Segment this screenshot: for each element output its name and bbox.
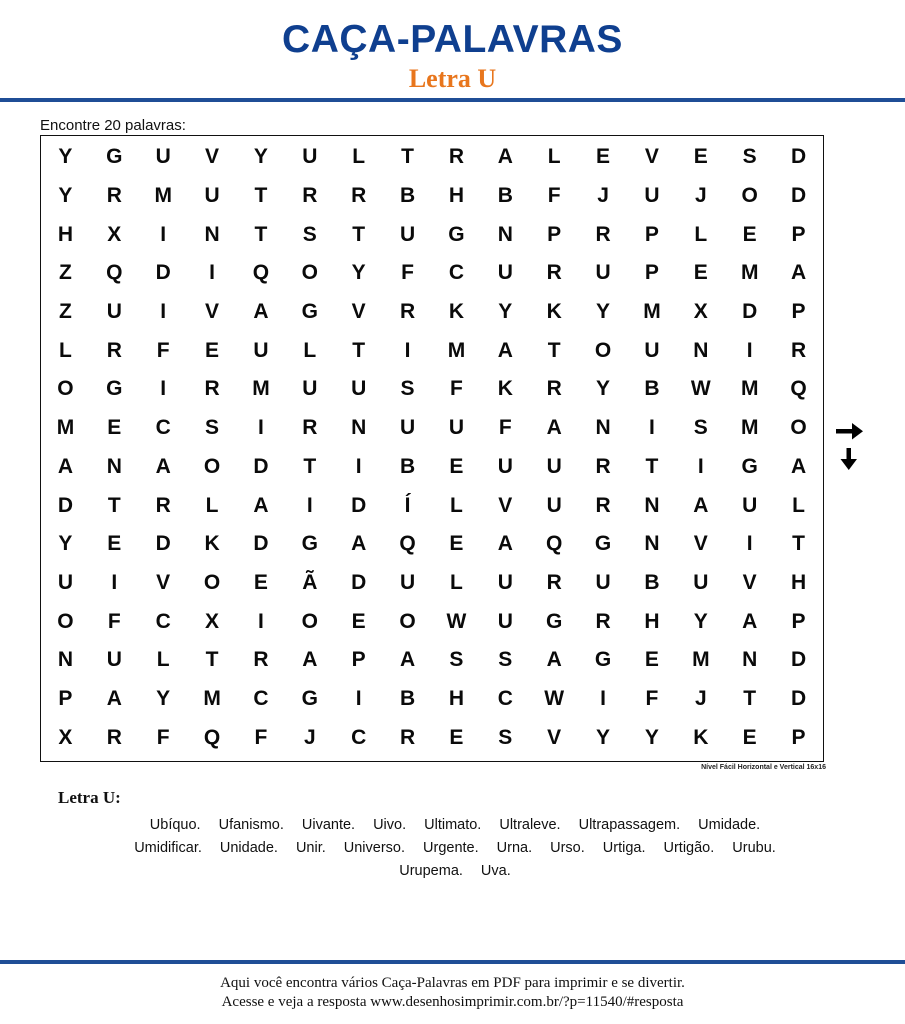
grid-cell: E xyxy=(742,725,757,749)
grid-cell: U xyxy=(106,648,122,672)
grid-cell: T xyxy=(401,145,414,169)
grid-cell: F xyxy=(498,416,512,440)
grid-cell: P xyxy=(644,222,659,246)
word-item: Unidade. xyxy=(219,840,278,856)
grid-cell: M xyxy=(447,338,466,362)
page-subtitle: Letra U xyxy=(408,64,497,93)
grid-cell: Q xyxy=(790,377,807,401)
grid-cell: G xyxy=(301,300,318,324)
grid-cell: Y xyxy=(498,300,513,324)
grid-cell: V xyxy=(205,145,220,169)
grid-cell: U xyxy=(351,377,367,401)
grid-cell: N xyxy=(595,416,611,440)
grid-cell: O xyxy=(301,261,318,285)
grid-cell: K xyxy=(546,300,562,324)
grid-cell: V xyxy=(498,493,513,517)
grid-cell: L xyxy=(450,493,463,517)
word-item: Urso. xyxy=(550,840,585,856)
grid-cell: R xyxy=(790,338,807,362)
grid-cell: D xyxy=(155,532,171,556)
grid-cell: Y xyxy=(644,725,659,749)
footer-line-2: Acesse e veja a resposta www.desenhosimprimir.com.br/?p=11540/#resposta xyxy=(221,994,684,1010)
grid-cell: U xyxy=(204,184,220,208)
grid-cell: L xyxy=(303,338,317,362)
grid-cell: B xyxy=(399,686,416,710)
grid-cell: A xyxy=(351,532,367,556)
word-list xyxy=(60,814,850,883)
grid-cell: G xyxy=(594,648,612,672)
grid-cell: M xyxy=(203,686,221,710)
grid-cell: A xyxy=(546,648,562,672)
grid-cell: D xyxy=(253,532,269,556)
grid-cell: U xyxy=(497,570,513,594)
grid-cell: L xyxy=(352,145,366,169)
grid-cell: E xyxy=(693,145,708,169)
grid-cell: I xyxy=(746,532,753,556)
word-item: Ufanismo. xyxy=(218,817,284,833)
grid-cell: C xyxy=(351,725,367,749)
grid-cell: Q xyxy=(106,261,123,285)
grid-cell: N xyxy=(351,416,367,440)
grid-cell: Í xyxy=(404,493,411,517)
grid-cell: S xyxy=(449,648,464,672)
grid-cell: Q xyxy=(252,261,270,285)
grid-cell: C xyxy=(155,609,171,633)
grid-cell: M xyxy=(56,416,75,440)
grid-cell: R xyxy=(155,493,171,517)
grid-cell: F xyxy=(107,609,121,633)
grid-cell: I xyxy=(746,338,753,362)
grid-cell: U xyxy=(497,261,513,285)
grid-cell: H xyxy=(448,184,465,208)
grid-cell: A xyxy=(497,532,513,556)
grid-cell: H xyxy=(448,686,465,710)
grid-cell: R xyxy=(448,145,465,169)
grid-cell: J xyxy=(694,686,707,710)
grid-cell: L xyxy=(59,338,72,362)
grid-cell: Ã xyxy=(302,570,318,594)
grid-cell: D xyxy=(742,300,758,324)
grid-cell: M xyxy=(692,648,710,672)
grid-cell: P xyxy=(351,648,366,672)
puzzle-instructions: Encontre 20 palavras: xyxy=(40,117,186,134)
grid-cell: R xyxy=(302,416,318,440)
grid-cell: O xyxy=(57,377,74,401)
grid-cell: A xyxy=(106,686,122,710)
word-item: Urna. xyxy=(496,840,533,856)
grid-cell: P xyxy=(791,725,806,749)
grid-cell: Q xyxy=(203,725,221,749)
grid-cell: F xyxy=(547,184,561,208)
grid-cell: U xyxy=(399,222,416,246)
grid-cell: T xyxy=(743,686,757,710)
level-note: Nível Fácil Horizontal e Vertical 16x16 xyxy=(701,764,826,771)
grid-cell: E xyxy=(351,609,366,633)
grid-cell: Y xyxy=(58,532,73,556)
grid-cell: B xyxy=(399,184,416,208)
grid-cell: U xyxy=(399,416,416,440)
grid-cell: N xyxy=(106,454,122,478)
grid-cell: L xyxy=(156,648,170,672)
grid-cell: H xyxy=(644,609,660,633)
grid-cell: L xyxy=(792,493,805,517)
grid-cell: U xyxy=(302,145,318,169)
grid-cell: C xyxy=(448,261,465,285)
grid-cell: E xyxy=(205,338,220,362)
grid-cell: Y xyxy=(596,725,611,749)
grid-cell: G xyxy=(301,532,318,556)
grid-cell: A xyxy=(546,416,562,440)
grid-cell: E xyxy=(107,416,122,440)
grid-cell: R xyxy=(106,184,122,208)
grid-cell: O xyxy=(741,184,758,208)
word-item: Ubíquo. xyxy=(149,817,201,833)
grid-cell: Y xyxy=(156,686,171,710)
grid-cell: G xyxy=(301,686,318,710)
grid-cell: W xyxy=(446,609,467,633)
grid-cell: I xyxy=(306,493,313,517)
grid-cell: U xyxy=(497,609,513,633)
grid-cell: I xyxy=(404,338,411,362)
grid-cell: Y xyxy=(253,145,268,169)
grid-cell: Y xyxy=(596,377,611,401)
grid-cell: D xyxy=(790,686,807,710)
grid-cell: C xyxy=(497,686,513,710)
grid-cell: F xyxy=(254,725,268,749)
grid-cell: T xyxy=(107,493,121,517)
grid-cell: R xyxy=(546,377,562,401)
grid-cell: I xyxy=(160,377,167,401)
bottom-divider xyxy=(0,960,905,964)
grid-cell: U xyxy=(693,570,709,594)
grid-cell: A xyxy=(497,145,513,169)
word-item: Uivo. xyxy=(373,817,407,833)
grid-cell: U xyxy=(399,570,416,594)
grid-cell: S xyxy=(302,222,317,246)
grid-cell: A xyxy=(497,338,513,362)
grid-cell: S xyxy=(205,416,220,440)
grid-cell: G xyxy=(448,222,465,246)
grid-cell: O xyxy=(594,338,612,362)
grid-cell: N xyxy=(742,648,758,672)
grid-cell: R xyxy=(595,493,611,517)
grid-cell: T xyxy=(792,532,805,556)
grid-cell: R xyxy=(253,648,269,672)
footer xyxy=(0,974,905,1012)
grid-cell: R xyxy=(399,300,416,324)
grid-cell: I xyxy=(355,686,362,710)
grid-cell: P xyxy=(791,609,806,633)
word-item: Urupema. xyxy=(399,863,463,879)
grid-cell: A xyxy=(790,261,807,285)
word-item: Ultrapassagem. xyxy=(578,817,681,833)
grid-cell: G xyxy=(106,377,123,401)
grid-cell: O xyxy=(203,570,221,594)
grid-cell: T xyxy=(254,184,268,208)
grid-cell: I xyxy=(697,454,704,478)
word-item: Uva. xyxy=(480,863,511,879)
grid-cell: W xyxy=(690,377,711,401)
grid-cell: R xyxy=(595,222,611,246)
grid-cell: U xyxy=(546,493,562,517)
grid-cell: U xyxy=(595,261,611,285)
grid-cell: A xyxy=(155,454,171,478)
grid-cell: P xyxy=(644,261,659,285)
grid-cell: D xyxy=(790,648,807,672)
grid-cell: N xyxy=(693,338,709,362)
grid-cell: U xyxy=(253,338,269,362)
grid-cell: V xyxy=(547,725,562,749)
grid-cell: Y xyxy=(58,145,73,169)
grid-cell: R xyxy=(595,609,611,633)
grid-cell: S xyxy=(498,648,513,672)
word-item: Ultraleve. xyxy=(499,817,561,833)
grid-cell: B xyxy=(644,377,660,401)
grid-cell: J xyxy=(694,184,707,208)
grid-cell: P xyxy=(547,222,562,246)
grid-cell: R xyxy=(106,338,122,362)
grid-cell: A xyxy=(253,300,269,324)
grid-cell: R xyxy=(399,725,416,749)
word-item: Urgente. xyxy=(423,840,479,856)
grid-cell: Z xyxy=(59,261,72,285)
word-item: Urtigão. xyxy=(663,840,715,856)
grid-cell: A xyxy=(693,493,709,517)
arrow-down-icon xyxy=(834,447,864,471)
grid-cell: T xyxy=(254,222,268,246)
grid-cell: H xyxy=(790,570,807,594)
grid-cell: X xyxy=(58,725,73,749)
grid-cell: L xyxy=(694,222,708,246)
grid-cell: R xyxy=(546,261,562,285)
grid-cell: P xyxy=(58,686,73,710)
grid-cell: S xyxy=(498,725,513,749)
grid-cell: I xyxy=(209,261,215,285)
grid-cell: Y xyxy=(596,300,611,324)
word-item: Unir. xyxy=(295,840,326,856)
grid-cell: L xyxy=(547,145,561,169)
grid-cell: D xyxy=(351,570,367,594)
grid-cell: U xyxy=(644,338,660,362)
grid-cell: M xyxy=(740,377,759,401)
grid-cell: O xyxy=(790,416,807,440)
grid-cell: Y xyxy=(693,609,708,633)
grid-cell: A xyxy=(253,493,269,517)
grid-cell: U xyxy=(106,300,122,324)
grid-cell: J xyxy=(303,725,316,749)
grid-cell: N xyxy=(497,222,513,246)
grid-cell: U xyxy=(155,145,171,169)
grid-cell: K xyxy=(204,532,220,556)
grid-cell: V xyxy=(351,300,366,324)
grid-cell: T xyxy=(303,454,317,478)
grid-cell: N xyxy=(204,222,220,246)
grid-cell: C xyxy=(253,686,269,710)
arrow-right-icon xyxy=(834,419,864,443)
page-title: CAÇA-PALAVRAS xyxy=(282,18,623,61)
grid-cell: X xyxy=(107,222,122,246)
grid-cell: D xyxy=(253,454,269,478)
grid-cell: E xyxy=(742,222,757,246)
grid-cell: D xyxy=(790,184,807,208)
grid-cell: E xyxy=(253,570,268,594)
grid-cell: U xyxy=(742,493,758,517)
grid-cell: H xyxy=(57,222,74,246)
grid-cell: E xyxy=(449,725,464,749)
grid-cell: M xyxy=(252,377,270,401)
grid-cell: T xyxy=(205,648,219,672)
grid-cell: F xyxy=(156,725,170,749)
grid-cell: U xyxy=(644,184,660,208)
grid-cell: S xyxy=(693,416,708,440)
grid-cell: T xyxy=(645,454,659,478)
grid-cell: O xyxy=(203,454,221,478)
grid-cell: I xyxy=(258,416,264,440)
grid-cell: K xyxy=(693,725,709,749)
grid-cell: E xyxy=(449,454,464,478)
grid-cell: Y xyxy=(351,261,366,285)
grid-cell: I xyxy=(160,222,167,246)
grid-cell: F xyxy=(401,261,414,285)
grid-cell: R xyxy=(106,725,122,749)
grid-cell: W xyxy=(544,686,565,710)
grid-cell: G xyxy=(106,145,123,169)
word-item: Urtiga. xyxy=(602,840,646,856)
grid-cell: F xyxy=(450,377,463,401)
grid-cell: I xyxy=(111,570,118,594)
grid-cell: G xyxy=(594,532,612,556)
grid-cell: A xyxy=(399,648,416,672)
grid-cell: J xyxy=(597,184,609,208)
word-item: Umidade. xyxy=(698,817,761,833)
grid-cell: B xyxy=(497,184,513,208)
grid-cell: Q xyxy=(546,532,563,556)
grid-cell: B xyxy=(644,570,660,594)
grid-cell: I xyxy=(258,609,264,633)
grid-cell: R xyxy=(351,184,367,208)
grid-cell: U xyxy=(497,454,513,478)
grid-cell: O xyxy=(57,609,74,633)
grid-cell: U xyxy=(546,454,562,478)
grid-cell: L xyxy=(205,493,219,517)
grid-cell: C xyxy=(155,416,171,440)
grid-cell: M xyxy=(740,261,759,285)
word-item: Universo. xyxy=(343,840,406,856)
word-item: Uivante. xyxy=(301,817,356,833)
word-item: Urubu. xyxy=(732,840,776,856)
grid-cell: V xyxy=(205,300,220,324)
grid-cell: R xyxy=(546,570,562,594)
grid-cell: Y xyxy=(58,184,73,208)
grid-cell: A xyxy=(742,609,758,633)
grid-cell: T xyxy=(547,338,561,362)
grid-cell: E xyxy=(644,648,659,672)
grid-cell: N xyxy=(644,532,660,556)
grid-cell: A xyxy=(790,454,807,478)
word-item: Umidificar. xyxy=(134,840,202,856)
grid-cell: D xyxy=(351,493,367,517)
grid-cell: U xyxy=(595,570,611,594)
grid-cell: O xyxy=(399,609,416,633)
grid-cell: O xyxy=(301,609,318,633)
word-item: Ultimato. xyxy=(424,817,482,833)
grid-cell: U xyxy=(302,377,318,401)
grid-cell: F xyxy=(156,338,170,362)
grid-cell: L xyxy=(450,570,463,594)
grid-cell: E xyxy=(693,261,708,285)
grid-cell: D xyxy=(790,145,807,169)
footer-line-1: Aqui você encontra vários Caça-Palavras em PDF para imprimir e se divertir. xyxy=(220,975,685,991)
grid-cell: E xyxy=(449,532,464,556)
grid-cell: K xyxy=(448,300,465,324)
grid-cell: U xyxy=(57,570,74,594)
grid-cell: I xyxy=(160,300,167,324)
grid-cell: B xyxy=(399,454,416,478)
grid-cell: Z xyxy=(59,300,72,324)
grid-cell: G xyxy=(546,609,563,633)
grid-cell: V xyxy=(156,570,171,594)
grid-cell: A xyxy=(302,648,318,672)
grid-cell: D xyxy=(57,493,74,517)
grid-cell: P xyxy=(791,300,806,324)
grid-cell: I xyxy=(600,686,606,710)
grid-cell: V xyxy=(742,570,757,594)
grid-cell: E xyxy=(596,145,611,169)
top-divider xyxy=(0,98,905,102)
grid-cell: X xyxy=(693,300,708,324)
grid-cell: V xyxy=(644,145,659,169)
grid-cell: R xyxy=(302,184,318,208)
word-search-grid xyxy=(40,135,824,762)
grid-cell: U xyxy=(448,416,465,440)
grid-cell: K xyxy=(497,377,513,401)
words-section-label: Letra U: xyxy=(58,788,121,807)
grid-cell: I xyxy=(649,416,655,440)
grid-cell: P xyxy=(791,222,806,246)
grid-cell: I xyxy=(355,454,362,478)
grid-cell: T xyxy=(352,338,366,362)
grid-cell: M xyxy=(154,184,172,208)
grid-cell: R xyxy=(204,377,220,401)
grid-cell: G xyxy=(741,454,758,478)
grid-cell: F xyxy=(645,686,659,710)
grid-cell: S xyxy=(400,377,415,401)
grid-cell: X xyxy=(205,609,220,633)
grid-cell: S xyxy=(742,145,757,169)
grid-cell: A xyxy=(57,454,74,478)
grid-cell: D xyxy=(155,261,171,285)
grid-cell: E xyxy=(107,532,122,556)
grid-cell: N xyxy=(644,493,660,517)
grid-cell: T xyxy=(352,222,366,246)
grid-cell: V xyxy=(693,532,708,556)
grid-cell: N xyxy=(57,648,74,672)
grid-cell: R xyxy=(595,454,611,478)
grid-cell: M xyxy=(643,300,661,324)
grid-cell: Q xyxy=(399,532,416,556)
grid-cell: M xyxy=(740,416,759,440)
